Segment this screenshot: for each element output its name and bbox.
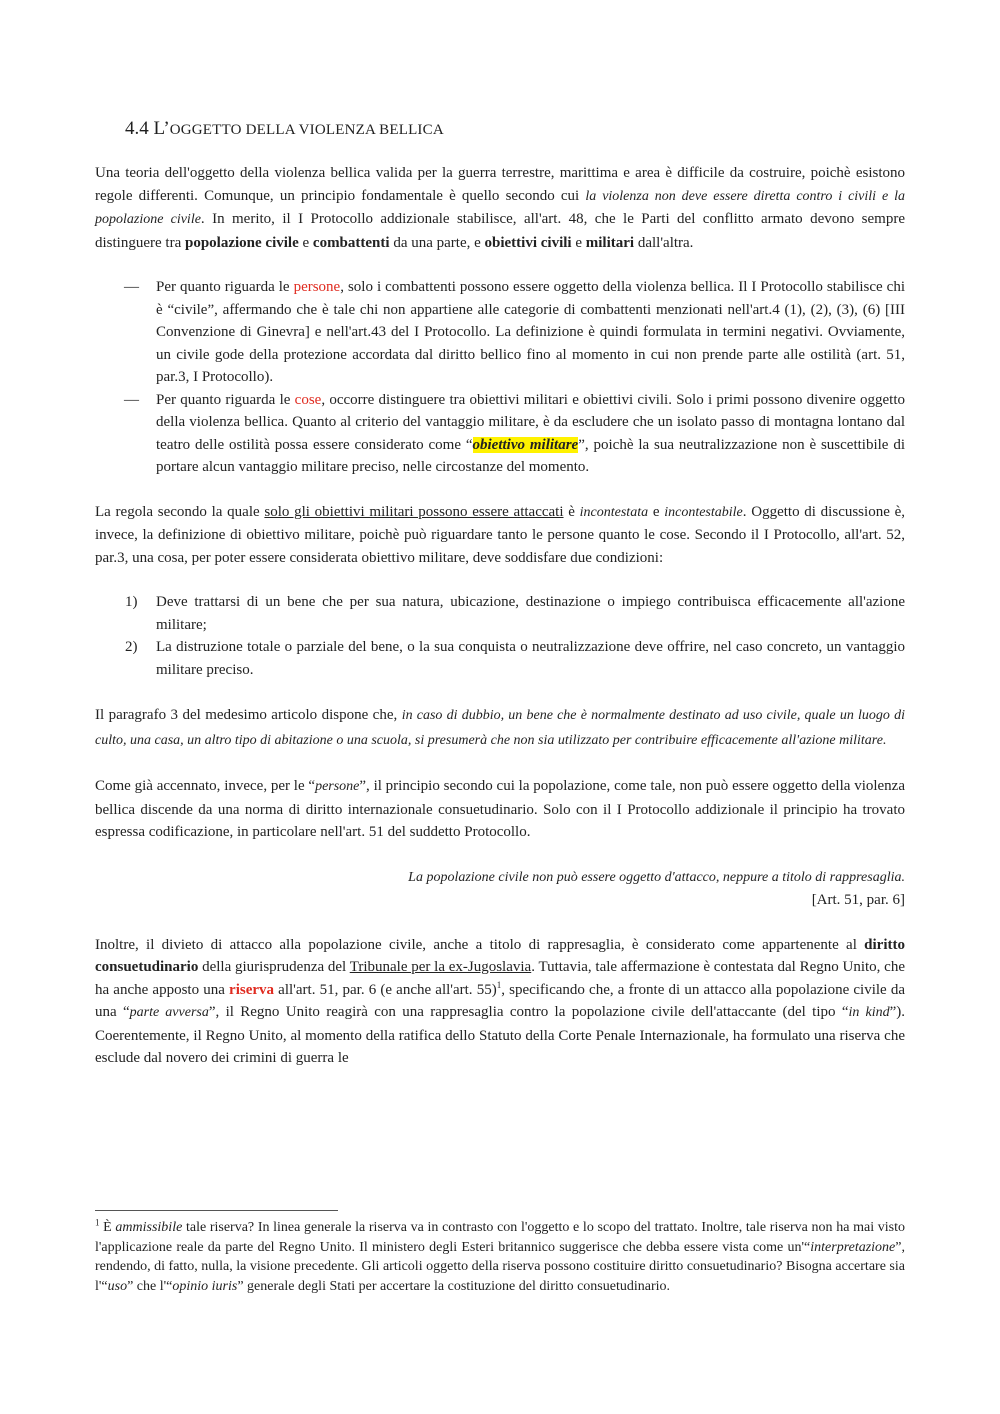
text-run: ”, il Regno Unito reagirà con una rappresaglia contro la popolazione civile dell'attaccante (del tipo “ — [208, 1004, 849, 1020]
text-run: tale riserva? In linea generale la riserva va in contrasto con l'oggetto e lo scopo del trattato. Inoltre, tale riserva non ha mai visto l'applicazione reale da parte del Regno Unito. Il ministero degli Esteri britannico suggerisce che debba essere vista come un'“ — [95, 1220, 905, 1255]
bold-run: diritto consuetudinario — [95, 936, 905, 975]
underlined-run: solo gli obiettivi militari possono essere attaccati — [264, 503, 564, 520]
text-run: ” generale degli Stati per accertare la costituzione del diritto consuetudinario. — [237, 1279, 670, 1295]
text-run: e — [298, 234, 313, 251]
italic-run: incontestata — [579, 504, 649, 520]
list-item-cose — [95, 389, 905, 479]
paragraph-persone — [95, 775, 905, 844]
text-run: , occorre distinguere tra obiettivi militari e obiettivi civili. Solo i primi possono divenire oggetto della violenza bellica. Quanto al criterio del vantaggio militare, è da escludere che un isolato passo di montagna lontano dal teatro delle ostilità possa essere considerato come “ — [156, 391, 905, 453]
footnote-number: 1 — [95, 1217, 100, 1228]
text-run: ”, rendendo, di fatto, nulla, la visione precedente. Gli articoli oggetto della riserva possono costituire diritto consuetudinario? Bisogna accertare sia l'“ — [95, 1239, 905, 1295]
item-number: 1) — [125, 594, 138, 610]
block-quote — [95, 866, 905, 912]
list-item-persone — [95, 276, 905, 389]
document-page — [95, 118, 905, 1070]
text-run: Il paragrafo 3 del medesimo articolo dispone che, — [95, 707, 402, 723]
italic-run: uso — [107, 1279, 128, 1295]
bold-run: obiettivi civili — [484, 234, 572, 251]
text-run: Inoltre, il divieto di attacco alla popolazione civile, anche a titolo di rappresaglia, è considerato come appartenente al — [95, 936, 865, 953]
section-number: 4.4 L’ — [125, 118, 170, 139]
text-run: Una teoria dell'oggetto della violenza bellica valida per la guerra terrestre, marittima e area è difficile da costruire, poichè esistono regole differenti. Comunque, un principio fondamentale è quello secondo cui — [95, 165, 905, 204]
text-run: Per quanto riguarda le — [156, 391, 295, 408]
footnote-separator — [95, 1210, 338, 1211]
bold-run: combattenti — [312, 234, 390, 251]
footnote — [95, 1218, 905, 1297]
text-run: Come già accennato, invece, per le “ — [95, 778, 316, 794]
italic-run: opinio iuris — [172, 1279, 238, 1295]
italic-run: persone — [315, 779, 360, 794]
underlined-run: Tribunale per la ex-Jugoslavia — [349, 959, 532, 975]
dash-list — [95, 276, 905, 479]
paragraph-rule — [95, 501, 905, 570]
red-term: cose — [294, 391, 322, 408]
text-run: La regola secondo la quale — [95, 503, 265, 520]
italic-run: la violenza non deve essere diretta contro i civili e la popolazione civile — [95, 188, 905, 227]
footnote-reference[interactable]: 1 — [496, 979, 502, 990]
bold-run: popolazione civile — [184, 234, 299, 251]
text-run: . In merito, il I Protocollo addizionale stabilisce, all'art. 48, che le Parti del conflitto armato devono sempre distinguere tra — [95, 211, 905, 251]
section-heading — [125, 118, 905, 140]
item-text: Deve trattarsi di un bene che per sua natura, ubicazione, destinazione o impiego contribuisca efficacemente all'azione militare; — [156, 594, 905, 633]
quote-text: La popolazione civile non può essere oggetto d'attacco, neppure a titolo di rappresaglia. — [408, 869, 905, 885]
text-run: . Tuttavia, tale affermazione è contestata dal Regno Unito, che ha anche apposto una — [95, 959, 905, 998]
italic-run: incontestabile — [664, 504, 743, 520]
paragraph-intro — [95, 162, 905, 254]
text-run: e — [648, 503, 665, 520]
text-run: Per quanto riguarda le — [156, 279, 294, 295]
italic-run: interpretazione — [810, 1239, 896, 1255]
italic-run: ammissibile — [115, 1220, 183, 1235]
quote-reference: [Art. 51, par. 6] — [811, 892, 905, 908]
text-run: ”). Coerentemente, il Regno Unito, al momento della ratifica dello Statuto della Corte Penale Internazionale, ha formulato una riserva che esclude dal novero dei crimini di guerra le — [95, 1004, 905, 1066]
text-run: . Oggetto di discussione è, invece, la definizione di obiettivo militare, poichè può riguardare tanto le persone quanto le cose. Secondo il I Protocollo, all'art. 52, par.3, una cosa, per poter essere considerata obiettivo militare, deve soddisfare due condizioni: — [95, 503, 905, 566]
italic-run: in caso di dubbio, un bene che è normalmente destinato ad uso civile, quale un luogo di culto, una casa, un altro tipo di abitazione o una scuola, si presumerà che non sia utilizzato per contribuire efficacemente all'azione militare. — [95, 708, 905, 748]
italic-run: parte avversa — [129, 1005, 209, 1020]
text-run: dall'altra. — [634, 234, 694, 251]
text-run: e — [571, 234, 586, 251]
red-term: persone — [293, 279, 341, 295]
paragraph-riserva — [95, 934, 905, 1070]
italic-run: in kind — [848, 1005, 890, 1020]
text-run: , specificando che, a fronte di un attacco alla popolazione civile da una “ — [95, 981, 905, 1020]
paragraph-presumption — [95, 703, 905, 753]
red-term: riserva — [229, 981, 275, 998]
text-run: ”, poichè la sua neutralizzazione non è suscettibile di portare alcun vantaggio militare preciso, nelle circostanze del momento. — [156, 436, 906, 475]
text-run: da una parte, e — [389, 234, 485, 251]
text-run: ” che l'“ — [127, 1279, 173, 1295]
numbered-item — [95, 591, 905, 636]
bold-run: militari — [585, 234, 635, 251]
text-run: È — [99, 1220, 116, 1235]
dash-bullet: — — [124, 391, 139, 408]
item-number: 2) — [125, 639, 138, 655]
numbered-list — [95, 591, 905, 681]
numbered-item — [95, 636, 905, 681]
text-run: ”, il principio secondo cui la popolazione, come tale, non può essere oggetto della violenza bellica discende da una norma di diritto internazionale consuetudinario. Solo con il I Protocollo addizionale il principio ha trovato espressa codificazione, in particolare nell'art. 51 del suddetto Protocollo. — [95, 778, 905, 840]
highlighted-term: obiettivo militare — [472, 436, 579, 453]
text-run: , solo i combattenti possono essere oggetto della violenza bellica. Il I Protocollo stabilisce chi è “civile”, affermando che è tale chi non appartiene alle categorie di combattenti menzionati nell'art.4 (1), (2), (3), (6) [III Convenzione di Ginevra] e nell'art.43 del I Protocollo. La definizione è quindi formulata in termini negativi. Ovviamente, un civile gode della protezione accordata dal diritto bellico fino al momento in cui non prende parte alle ostilità (art. 51, par.3, I Protocollo). — [156, 279, 906, 385]
text-run: della giurisprudenza del — [198, 959, 350, 975]
text-run: è — [563, 503, 580, 520]
dash-bullet: — — [124, 279, 139, 295]
item-text: La distruzione totale o parziale del bene, o la sua conquista o neutralizzazione deve offrire, nel caso concreto, un vantaggio militare preciso. — [156, 639, 905, 678]
text-run: all'art. 51, par. 6 (e anche all'art. 55) — [274, 981, 497, 998]
section-title: OGGETTO DELLA VIOLENZA BELLICA — [169, 122, 444, 138]
